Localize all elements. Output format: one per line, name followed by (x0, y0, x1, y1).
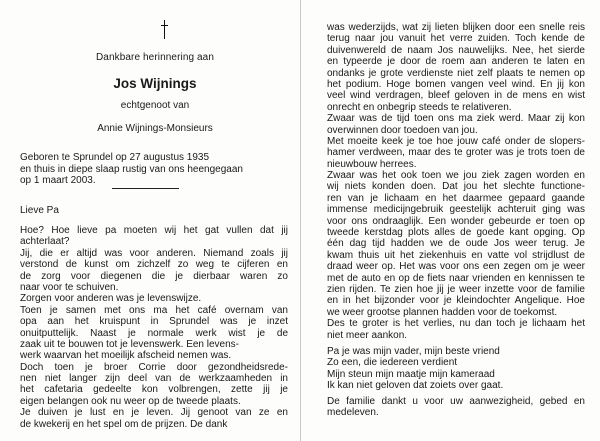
text-line: het podium. Hoge bomen vangen veel wind. En jij kon (327, 78, 585, 90)
text-line: hamer verdween, maar des te groter was je trots toen de (327, 147, 585, 159)
text-line: onrecht en onbegrip steeds te relativeren. (327, 101, 512, 113)
text-line: niet meer aankon. (327, 329, 408, 341)
relation-text: echtgenoot van (120, 100, 190, 111)
text-line: Ik kan niet geloven dat zoiets over gaat. (327, 380, 504, 392)
text-line: opa aan het kruispunt in Sprundel was je inzet (20, 316, 288, 328)
text-line: Zo een, die iedereen verdient (327, 357, 458, 369)
text-line: duivenwereld de naam Jos nauwelijks. Nee, het sierde (327, 44, 585, 56)
text-line: onuitputtelijk. Naast je normale werk wist je de (20, 327, 288, 339)
text-line: ren van je lichaam en het daarmee gepaard gaande (327, 192, 585, 204)
dates-line: en thuis in diepe slaap rustig van ons heengegaan (20, 163, 243, 175)
text-line: Je duiven je lust en je leven. Jij genoot van ze en (20, 407, 288, 419)
text-line: Doch toen je broer Corrie door gezondheidsrede- (20, 361, 288, 373)
text-line: kwam thuis uit het ziekenhuis en vatte vol strijdlust de (327, 249, 585, 261)
text-line: het cafetaria gedeelte kon volbrengen, zette jij je (20, 384, 288, 396)
text-line: terug naar jou vanuit het verre zuiden. Toch kende de (327, 33, 585, 45)
text-line: nieuwbouw herrees. (327, 158, 417, 170)
text-line: en in het bijzonder voor je kleindochter Angelique. Hoe (327, 295, 585, 307)
text-line: zaak uit te bouwen tot je levenswerk. Een levens- (20, 338, 240, 350)
text-line: voor ons ondraaglijk. Een wonder gebeurde er toen op (327, 215, 585, 227)
text-line: met de auto en op de fiets naar vrienden en kennissen te (327, 272, 585, 284)
text-line: achterlaat? (20, 236, 70, 248)
text-line: werk waarvan het moeilijk afscheid nemen was. (20, 350, 232, 362)
spouse-name: Annie Wijnings-Monsieurs (97, 123, 213, 134)
text-line: zien rijden. Te zien hoe jij je weer inzette voor de familie (327, 283, 585, 295)
text-line: Hoe? Hoe lieve pa moeten wij het gat vullen dat jij (20, 225, 288, 236)
salutation: Lieve Pa (20, 205, 59, 216)
body-text-right (327, 22, 585, 341)
text-line: Zorgen voor anderen was je levenswijze. (20, 293, 202, 305)
text-line: draad weer op. Het was voor ons een zegen om je weer (327, 261, 585, 273)
text-line: de kwekerij en het spel om de prijzen. De dank (20, 418, 228, 430)
poem (327, 346, 585, 392)
text-line: medeleven. (327, 407, 379, 419)
text-line: één dag tijd hadden we de oude Jos weer terug. Je (327, 238, 585, 250)
text-line: Jij, die er altijd was voor anderen. Niemand zoals jij (20, 247, 288, 259)
text-line: Zwaar was de tijd toen ons ma ziek werd. Maar zij kon (327, 113, 585, 125)
text-line: wij niets konden doen. Dat jou het slechte functione- (327, 181, 585, 193)
cross-icon (161, 20, 168, 39)
divider-line (112, 188, 179, 189)
text-line: Zwaar was het ook toen we jou ziek zagen worden en (327, 170, 585, 182)
deceased-name: Jos Wijnings (113, 76, 197, 91)
text-line: overwinnen door toedoen van jou. (327, 124, 478, 136)
dates-line: Geboren te Sprundel op 27 augustus 1935 (20, 152, 210, 163)
text-line: Toen je samen met ons ma het café overnam van (20, 304, 288, 316)
text-line: de zorg voor diegenen die je dierbaar waren zo (20, 270, 288, 282)
text-line: tweede kerstdag plots alles de goede kant opging. Op (327, 227, 585, 239)
text-line: Mijn steun mijn maatje mijn kameraad (327, 368, 495, 380)
text-line: De familie dankt u voor uw aanwezigheid, gebed en (327, 396, 585, 407)
text-line: naar voor te schuiven. (20, 281, 119, 293)
text-line: veel wind verdragen, bleef geloven in de mens en wist (327, 90, 585, 102)
left-panel (20, 0, 288, 441)
body-text-left (20, 225, 288, 430)
dates-line: op 1 maart 2003. (20, 175, 96, 186)
text-line: was wederzijds, wat zij lieten blijken door een snelle reis (327, 22, 585, 33)
text-line: verstond de kunst om zichzelf zo weg te cijferen en (20, 259, 288, 271)
right-panel (327, 22, 585, 441)
text-line: Des te groter is het verlies, nu dan toch je lichaam het (327, 318, 585, 330)
birth-death-dates (20, 152, 290, 187)
fold-line (300, 0, 301, 441)
text-line: en typeerde je door de roem aan anderen te laten en (327, 56, 585, 68)
text-line: ondanks je grote verdienste niet zelf plaats te nemen op (327, 67, 585, 79)
text-line: Pa je was mijn vader, mijn beste vriend (327, 346, 500, 357)
text-line: Met moeite keek je toe hoe jouw café onder de slopers- (327, 135, 585, 147)
text-line: nen niet langer zijn deel van de werkzaamheden in (20, 373, 288, 385)
text-line: immense medicijngebruik geestelijk achteruit ging was (327, 204, 585, 216)
text-line: eigen belangen ook nu weer op de tweede plaats. (20, 395, 241, 407)
intro-text: Dankbare herinnering aan (95, 52, 215, 63)
thanks-text (327, 396, 585, 419)
text-line: we weer grootse plannen hadden voor de toekomst. (327, 306, 558, 318)
